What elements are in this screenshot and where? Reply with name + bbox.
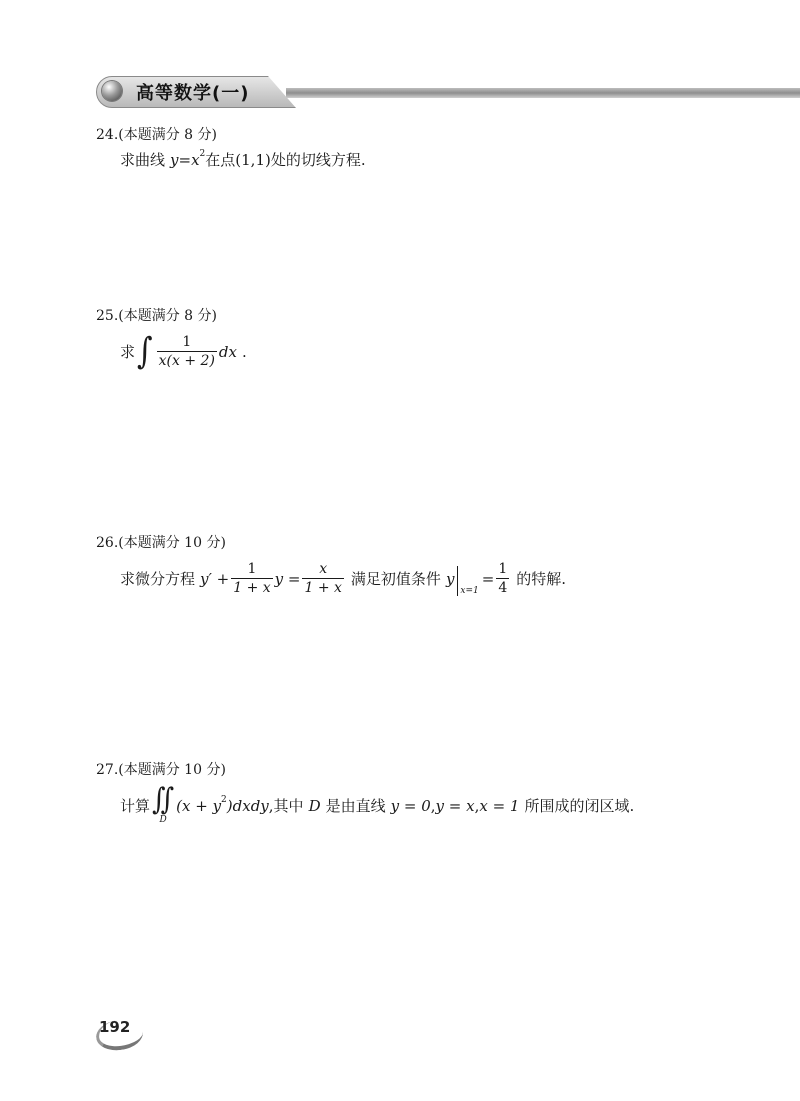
boundary-equation: y = 0 — [390, 797, 431, 815]
fraction-numerator: x — [319, 561, 328, 577]
math-var: y — [445, 569, 455, 588]
math-expr: y′ + — [200, 569, 230, 588]
fraction-denominator: 4 — [498, 580, 508, 596]
math-expr: y = — [274, 569, 301, 588]
statement-text: 在点(1,1)处的切线方程. — [205, 151, 366, 169]
region-var: D — [308, 797, 321, 815]
integral-region-subscript: D — [159, 815, 167, 825]
statement-text: 的特解. — [516, 569, 567, 588]
problem-26 — [96, 534, 736, 596]
problem-number: 25.(本题满分 8 分) — [96, 308, 217, 324]
math-op: = — [481, 569, 495, 588]
integrand: (x + y — [176, 797, 222, 815]
statement-text: 计算 — [120, 797, 151, 815]
fraction — [302, 560, 343, 597]
integrand: )dxdy — [226, 797, 269, 815]
math-exponent: 2 — [221, 795, 227, 805]
problem-number: 27.(本题满分 10 分) — [96, 762, 226, 778]
statement-text: ,其中 — [268, 797, 304, 815]
page-number: 192 — [99, 1018, 131, 1036]
fraction-denominator: 1 + x — [233, 580, 271, 596]
integral-sign: ∫ — [137, 329, 153, 372]
fraction — [496, 560, 509, 597]
problem-number: 26.(本题满分 10 分) — [96, 535, 226, 551]
separator: , — [430, 797, 436, 815]
problem-27 — [96, 761, 736, 825]
problem-25 — [96, 307, 736, 372]
statement-text: . — [241, 342, 247, 361]
statement-text: 是由直线 — [325, 797, 386, 815]
statement-text: 满足初值条件 — [350, 569, 441, 588]
math-exponent: 2 — [199, 149, 206, 159]
math-var: y — [170, 151, 179, 169]
header-rule — [286, 88, 800, 98]
problem-statement — [120, 329, 247, 372]
fraction-numerator: 1 — [498, 561, 508, 577]
statement-text: 所围成的闭区域. — [524, 797, 635, 815]
problem-statement — [120, 782, 635, 825]
separator: , — [474, 797, 480, 815]
page-number-badge — [96, 1014, 142, 1048]
boundary-equation: x = 1 — [479, 797, 520, 815]
statement-text: 求曲线 — [120, 151, 166, 169]
fraction-denominator: x(x + 2) — [158, 353, 215, 369]
fraction-numerator: 1 — [182, 334, 192, 350]
evaluation-subscript: x=1 — [460, 585, 479, 596]
problem-statement — [120, 150, 366, 170]
chapter-title: 高等数学(一) — [136, 83, 250, 104]
double-integral — [152, 782, 175, 825]
problem-statement — [120, 560, 566, 597]
evaluation-line — [457, 566, 458, 596]
double-integral-sign: ∬ — [152, 782, 175, 818]
fraction — [157, 333, 217, 370]
statement-text: 求 — [120, 342, 136, 361]
fraction-denominator: 1 + x — [304, 580, 342, 596]
bullet-ball-icon — [102, 81, 122, 101]
fraction — [231, 560, 272, 597]
chapter-header — [96, 72, 800, 112]
evaluation-bar — [457, 562, 478, 596]
statement-text: 求微分方程 — [120, 569, 196, 588]
math-var: x — [191, 151, 200, 169]
boundary-equation: y = x — [435, 797, 475, 815]
fraction-numerator: 1 — [247, 561, 257, 577]
math-op: = — [178, 151, 192, 169]
problem-24 — [96, 126, 736, 169]
differential: dx — [218, 342, 237, 361]
problem-number: 24.(本题满分 8 分) — [96, 127, 217, 143]
